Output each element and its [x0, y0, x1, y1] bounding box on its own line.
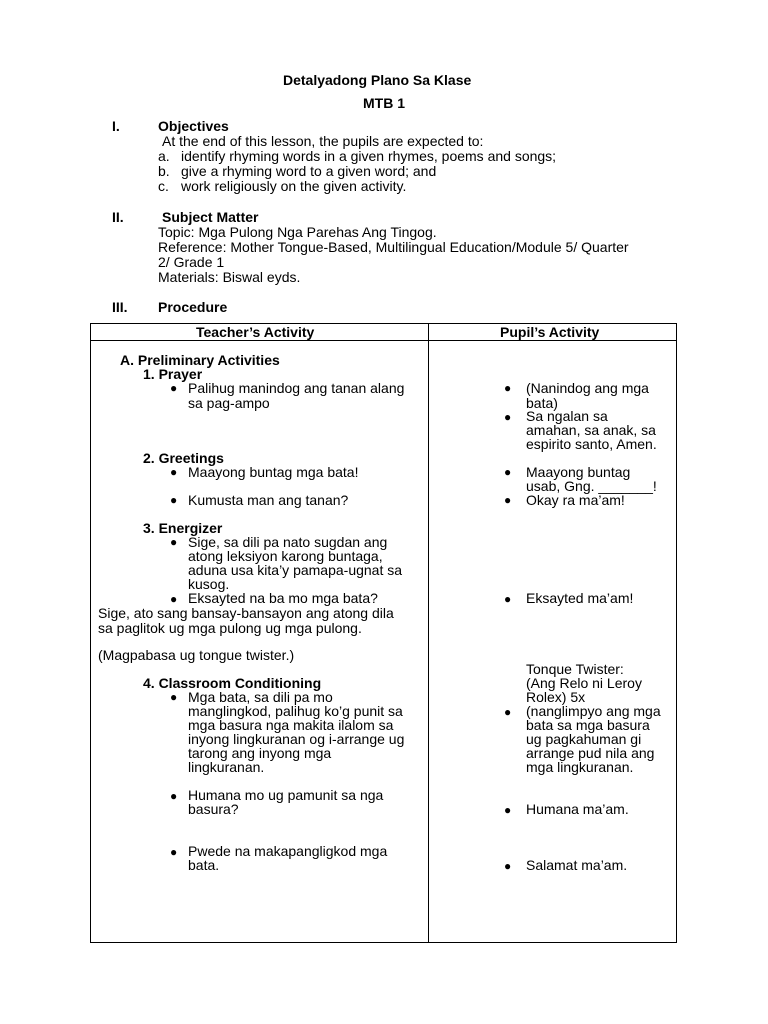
energizer-teacher-3-line-2: sa paglitok ug mga pulong ug mga pulong.: [98, 620, 362, 636]
topic-line: Topic: Mga Pulong Nga Parehas Ang Tingog.: [158, 224, 437, 240]
bullet-icon: ●: [170, 845, 178, 859]
bullet-icon: ●: [504, 803, 512, 817]
bullet-icon: ●: [170, 592, 178, 606]
prayer-pupil-1-line-1: (Nanindog ang mga: [526, 380, 649, 396]
greetings-pupil-2: Okay ra ma’am!: [526, 492, 625, 508]
bullet-icon: ●: [504, 592, 512, 606]
energizer-teacher-1-line-1: Sige, sa dili pa nato sugdan ang: [188, 534, 388, 550]
classroom-pupil-1-line-4: arrange pud nila ang: [526, 745, 655, 761]
bullet-icon: ●: [504, 859, 512, 873]
objectives-intro: At the end of this lesson, the pupils are expected to:: [162, 133, 484, 149]
section-a-heading: A. Preliminary Activities: [120, 352, 280, 368]
bullet-icon: ●: [504, 705, 512, 719]
energizer-teacher-1-line-2: atong leksiyon karong buntaga,: [188, 548, 383, 564]
objective-marker-a: a.: [158, 148, 170, 164]
energizer-teacher-1-line-3: aduna usa kita’y pamapa-ugnat sa: [188, 562, 403, 578]
bullet-icon: ●: [504, 493, 512, 507]
greetings-teacher-1: Maayong buntag mga bata!: [188, 464, 359, 480]
energizer-pupil-2-line-1: Tonque Twister:: [526, 661, 624, 677]
reference-line-1: Reference: Mother Tongue-Based, Multilingual Education/Module 5/ Quarter: [158, 239, 629, 255]
classroom-teacher-1-line-4: inyong lingkuranan og i-arrange ug: [188, 731, 405, 747]
objective-item-c: work religiously on the given activity.: [181, 178, 407, 194]
classroom-teacher-1-line-3: mga basura nga makita ilalom sa: [188, 717, 394, 733]
classroom-teacher-1-line-5: tarong ang inyong mga: [188, 745, 332, 761]
bullet-icon: ●: [504, 410, 512, 424]
objective-item-b: give a rhyming word to a given word; and: [181, 163, 437, 179]
energizer-pupil-2-line-3: Rolex) 5x: [526, 689, 586, 705]
classroom-pupil-1-line-3: ug pagkahuman gi: [526, 731, 642, 747]
prayer-teacher-line-1: Palihug manindog ang tanan alang: [188, 380, 405, 396]
document-title: Detalyadong Plano Sa Klase: [283, 72, 472, 88]
bullet-icon: ●: [170, 381, 178, 395]
prayer-pupil-2-line-2: amahan, sa anak, sa: [526, 422, 656, 438]
prayer-pupil-2-line-3: espirito santo, Amen.: [526, 436, 657, 452]
objective-marker-c: c.: [158, 178, 169, 194]
energizer-teacher-1-line-4: kusog.: [188, 576, 230, 592]
classroom-pupil-1-line-5: mga lingkuranan.: [526, 759, 634, 775]
bullet-icon: ●: [504, 465, 512, 479]
classroom-pupil-3: Salamat ma’am.: [526, 857, 628, 873]
classroom-heading: 4. Classroom Conditioning: [143, 675, 322, 691]
greetings-pupil-1-line-1: Maayong buntag: [526, 464, 631, 480]
classroom-pupil-2: Humana ma’am.: [526, 801, 629, 817]
bullet-icon: ●: [170, 535, 178, 549]
objective-item-a: identify rhyming words in a given rhymes, poems and songs;: [181, 148, 557, 164]
energizer-teacher-2: Eksayted na ba mo mga bata?: [188, 590, 378, 606]
energizer-heading: 3. Energizer: [143, 520, 223, 536]
energizer-pupil-2-line-2: (Ang Relo ni Leroy: [526, 675, 642, 691]
classroom-teacher-2-line-1: Humana mo ug pamunit sa nga: [188, 787, 384, 803]
bullet-icon: ●: [170, 465, 178, 479]
subject-matter-numeral: II.: [112, 209, 124, 225]
teacher-activity-header: Teacher’s Activity: [196, 324, 315, 340]
energizer-pupil-1: Eksayted ma’am!: [526, 590, 634, 606]
prayer-pupil-2-line-1: Sa ngalan sa: [526, 408, 608, 424]
bullet-icon: ●: [170, 789, 178, 803]
table-column-divider: [428, 323, 429, 943]
materials-line: Materials: Biswal eyds.: [158, 269, 301, 285]
subject-matter-heading: Subject Matter: [162, 209, 259, 225]
procedure-numeral: III.: [112, 299, 128, 315]
bullet-icon: ●: [170, 493, 178, 507]
prayer-pupil-1-line-2: bata): [526, 395, 558, 411]
greetings-teacher-2: Kumusta man ang tanan?: [188, 492, 349, 508]
energizer-teacher-3-line-1: Sige, ato sang bansay-bansayon ang atong dila: [98, 605, 394, 621]
greetings-pupil-1-line-2: usab, Gng. _______!: [526, 478, 657, 494]
objectives-heading: Objectives: [158, 118, 229, 134]
objective-marker-b: b.: [158, 163, 170, 179]
objectives-numeral: I.: [112, 118, 120, 134]
classroom-teacher-3-line-2: bata.: [188, 857, 220, 873]
classroom-pupil-1-line-2: bata sa mga basura: [526, 717, 650, 733]
classroom-teacher-3-line-1: Pwede na makapangligkod mga: [188, 843, 388, 859]
classroom-teacher-1-line-1: Mga bata, sa dili pa mo: [188, 689, 333, 705]
bullet-icon: ●: [170, 690, 178, 704]
prayer-heading: 1. Prayer: [143, 366, 203, 382]
table-header-divider: [90, 340, 677, 341]
procedure-heading: Procedure: [158, 299, 228, 315]
pupil-activity-header: Pupil’s Activity: [500, 324, 600, 340]
classroom-teacher-1-line-2: manglingkod, palihug ko’g punit sa: [188, 703, 403, 719]
classroom-teacher-2-line-2: basura?: [188, 801, 239, 817]
greetings-heading: 2. Greetings: [143, 450, 224, 466]
classroom-pupil-1-line-1: (nanglimpyo ang mga: [526, 703, 661, 719]
subject-code: MTB 1: [363, 95, 405, 111]
reference-line-2: 2/ Grade 1: [158, 254, 225, 270]
bullet-icon: ●: [504, 381, 512, 395]
classroom-teacher-1-line-6: lingkuranan.: [188, 759, 265, 775]
prayer-teacher-line-2: sa pag-ampo: [188, 395, 270, 411]
energizer-teacher-4: (Magpabasa ug tongue twister.): [98, 647, 295, 663]
